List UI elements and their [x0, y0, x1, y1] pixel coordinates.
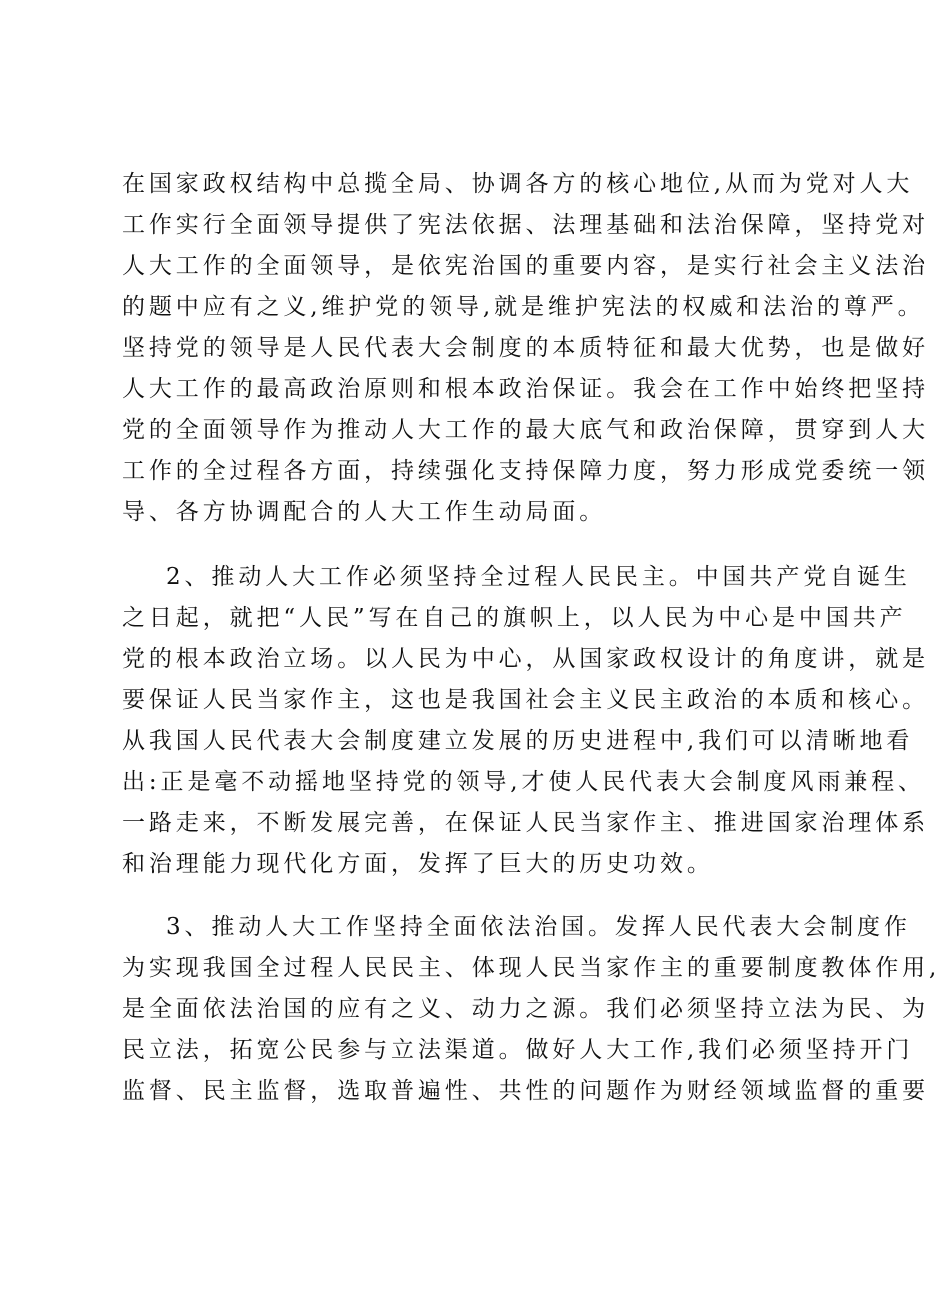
text-line: 3、推动人大工作坚持全面依法治国。发挥人民代表大会制度作	[166, 914, 911, 940]
text-line: 的题中应有之义,维护党的领导,就是维护宪法的权威和法治的尊严。	[122, 294, 925, 320]
paragraph-2	[122, 557, 929, 885]
text-line: 之日起，就把“人民”写在自己的旗帜上，以人民为中心是中国共产	[122, 605, 907, 631]
text-line: 导、各方协调配合的人大工作生动局面。	[122, 499, 607, 525]
text-line: 人大工作的全面领导，是依宪治国的重要内容，是实行社会主义法治	[122, 253, 929, 279]
text-line: 坚持党的领导是人民代表大会制度的本质特征和最大优势，也是做好	[122, 335, 929, 361]
text-line: 2、推动人大工作必须坚持全过程人民民主。中国共产党自诞生	[166, 564, 911, 590]
text-line: 党的根本政治立场。以人民为中心，从国家政权设计的角度讲，就是	[122, 646, 929, 672]
text-line: 党的全面领导作为推动人大工作的最大底气和政治保障，贯穿到人大	[122, 417, 929, 443]
text-line: 人大工作的最高政治原则和根本政治保证。我会在工作中始终把坚持	[122, 376, 929, 402]
text-line: 一路走来，不断发展完善，在保证人民当家作主、推进国家治理体系	[122, 810, 929, 836]
text-line: 工作实行全面领导提供了宪法依据、法理基础和法治保障，坚持党对	[122, 212, 929, 238]
text-line: 监督、民主监督，选取普遍性、共性的问题作为财经领域监督的重要	[122, 1078, 929, 1104]
text-line: 工作的全过程各方面，持续强化支持保障力度，努力形成党委统一领	[122, 458, 929, 484]
text-line: 从我国人民代表大会制度建立发展的历史进程中,我们可以清晰地看	[122, 728, 914, 754]
text-line: 要保证人民当家作主，这也是我国社会主义民主政治的本质和核心。	[122, 687, 929, 713]
text-line: 民立法，拓宽公民参与立法渠道。做好人大工作,我们必须坚持开门	[122, 1037, 914, 1063]
paragraph-3	[122, 907, 940, 1112]
text-line: 为实现我国全过程人民民主、体现人民当家作主的重要制度教体作用,	[122, 955, 940, 981]
text-line: 和治理能力现代化方面，发挥了巨大的历史功效。	[122, 851, 714, 877]
text-line: 是全面依法治国的应有之义、动力之源。我们必须坚持立法为民、为	[122, 996, 929, 1022]
text-line: 出:正是毫不动摇地坚持党的领导,才使人民代表大会制度风雨兼程、	[122, 769, 925, 795]
paragraph-continued	[122, 164, 929, 533]
text-line: 在国家政权结构中总揽全局、协调各方的核心地位,从而为党对人大	[122, 171, 914, 197]
